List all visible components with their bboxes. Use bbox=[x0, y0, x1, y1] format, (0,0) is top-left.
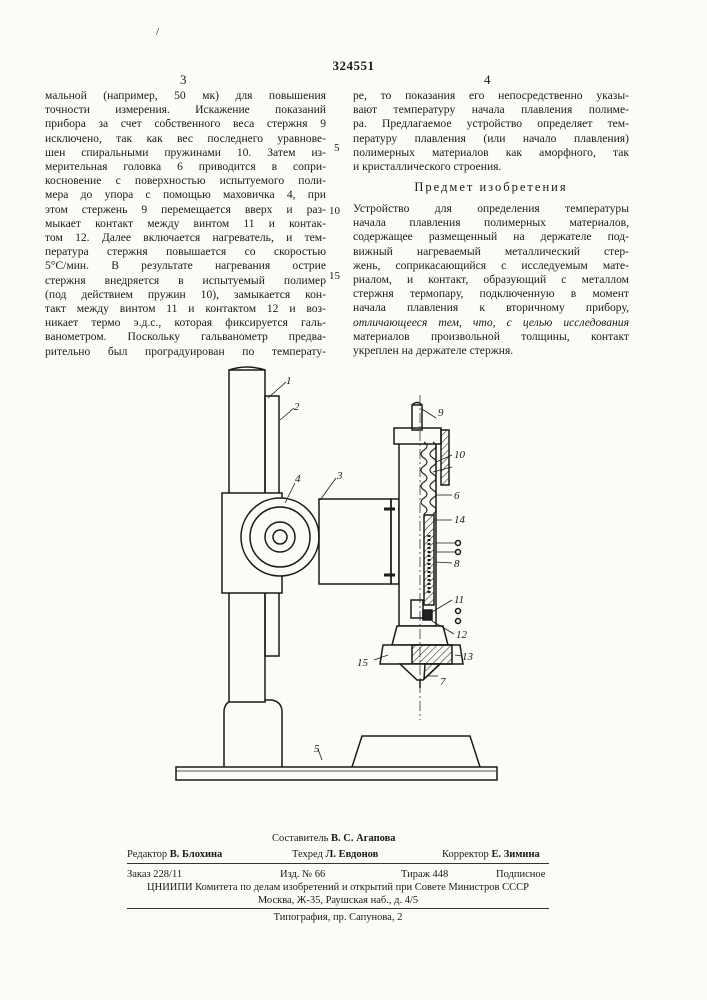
text-line: 5°С/мин. В результате нагревания острие bbox=[45, 259, 326, 273]
edition-number: Изд. № 66 bbox=[280, 869, 326, 880]
line-number-5: 5 bbox=[334, 142, 340, 154]
text-line: мера до упора с помощью маховичка 4, при bbox=[45, 188, 326, 202]
imprint-compiler bbox=[272, 832, 396, 845]
stray-mark: / bbox=[156, 26, 160, 38]
figure-label: 4 bbox=[295, 473, 301, 485]
figure-label: 10 bbox=[454, 449, 465, 461]
address: Москва, Ж-35, Раушская наб., д. 4/5 bbox=[257, 895, 419, 906]
corrector-name: Е. Зимина bbox=[491, 849, 540, 860]
figure-label: 8 bbox=[454, 558, 460, 570]
figure-label: 3 bbox=[337, 470, 343, 482]
printer: Типография, пр. Сапунова, 2 bbox=[273, 912, 403, 923]
text-line: мальной (например, 50 мк) для повышения bbox=[45, 89, 326, 102]
text-line: том 12. Далее включается нагреватель, и тем- bbox=[45, 231, 326, 245]
text-line: мерительная головка 6 приводится в сопри- bbox=[45, 160, 326, 174]
line-number-10: 10 bbox=[329, 205, 340, 217]
text-line: ванометром. Поскольку гальванометр предва- bbox=[45, 330, 326, 344]
text-line: вижный нагреваемый металлический стер- bbox=[353, 244, 629, 258]
text-line: ра. Предлагаемое устройство определяет тем- bbox=[353, 117, 629, 131]
figure-label: 6 bbox=[454, 490, 460, 502]
right-column-text bbox=[353, 89, 629, 174]
circulation: Тираж 448 bbox=[401, 869, 449, 880]
figure-label: 11 bbox=[454, 594, 465, 606]
imprint-editor bbox=[127, 848, 222, 861]
text-line: этом стержень 9 перемещается вверх и раз- bbox=[45, 202, 326, 216]
figure-label: 9 bbox=[438, 407, 444, 419]
text-line: пература стержня повышается со скоростью bbox=[45, 245, 326, 259]
text-line: укреплен на держателе стержня. bbox=[353, 344, 514, 358]
editor-name: В. Блохина bbox=[169, 849, 223, 860]
text-line: стержня термопару, подключенную в момент bbox=[353, 287, 629, 301]
imprint-rule bbox=[127, 908, 549, 909]
figure-label: 14 bbox=[454, 514, 465, 526]
text-line: никает термо э.д.с., которая фиксируется галь- bbox=[45, 316, 326, 330]
text-line: стержня внедряется в испытуемый полимер bbox=[45, 273, 326, 287]
corrector-label: Корректор bbox=[442, 849, 489, 860]
claims-text bbox=[353, 202, 629, 358]
text-line: жень, соприкасающийся с исследуемым мате- bbox=[353, 258, 629, 272]
text-line: такт между винтом 11 и контактом 12 и воз- bbox=[45, 302, 326, 316]
line-number-15: 15 bbox=[329, 270, 340, 282]
text-line: начала плавления к вторичному прибору, bbox=[353, 301, 629, 315]
apparatus-figure bbox=[0, 355, 707, 795]
text-line: вают температуру начала плавления полиме- bbox=[353, 103, 629, 117]
text-line: точности измерения. Искажение показаний bbox=[45, 103, 326, 117]
techred-name: Л. Евдонов bbox=[325, 849, 379, 860]
text-line: ре, то показания его непосредственно указы- bbox=[353, 89, 629, 102]
text-line: исключено, так как вес последнего уравнове- bbox=[45, 131, 326, 145]
compiler-name: В. С. Агапова bbox=[331, 833, 396, 844]
figure-label: 1 bbox=[286, 375, 292, 387]
editor-label: Редактор bbox=[127, 849, 168, 860]
text-line: риалом, и контакт, образующий с металлом bbox=[353, 273, 629, 287]
figure-label: 13 bbox=[462, 651, 473, 663]
figure-label: 15 bbox=[357, 657, 368, 669]
text-line: прибора за счет собственного веса стержня 9 bbox=[45, 117, 326, 131]
right-page-number: 4 bbox=[484, 72, 491, 87]
figure-label: 5 bbox=[314, 743, 320, 755]
imprint-techred bbox=[292, 848, 378, 861]
text-line: Устройство для определения температуры bbox=[353, 202, 629, 215]
text-line: начала плавления полимерных материалов, bbox=[353, 216, 629, 230]
left-page-number: 3 bbox=[180, 72, 187, 87]
text-line: отличающееся тем, что, с целью исследования bbox=[353, 315, 629, 329]
left-column-text bbox=[45, 89, 326, 359]
institute: ЦНИИПИ Комитета по делам изобретений и открытий при Совете Министров СССР bbox=[147, 882, 529, 893]
techred-label: Техред bbox=[292, 849, 323, 860]
text-line: косновение с поверхностью испытуемого поли- bbox=[45, 174, 326, 188]
subscription: Подписное bbox=[496, 869, 546, 880]
compiler-label: Составитель bbox=[272, 833, 329, 844]
figure-label: 7 bbox=[440, 676, 446, 688]
text-line: полимерных материалов как аморфного, так bbox=[353, 145, 629, 159]
claims-heading: Предмет изобретения bbox=[414, 180, 568, 194]
text-line: материалов произвольной толщины, контакт bbox=[353, 329, 629, 343]
patent-number: 324551 bbox=[332, 58, 375, 73]
text-line: (под действием пружин 10), замыкается кон- bbox=[45, 287, 326, 301]
order-number: Заказ 228/11 bbox=[127, 869, 183, 880]
text-line: пературу плавления (или начало плавления) bbox=[353, 131, 629, 145]
figure-drawing bbox=[176, 367, 497, 780]
text-line: содержащее размещенный на держателе под- bbox=[353, 230, 629, 244]
figure-label: 2 bbox=[294, 401, 300, 413]
text-line: и кристаллического строения. bbox=[353, 160, 502, 174]
imprint-rule bbox=[127, 863, 549, 864]
text-line: шен спиральными пружинами 10. Затем из- bbox=[45, 145, 326, 159]
figure-label: 12 bbox=[456, 629, 467, 641]
text-line: мыкает контакт между винтом 11 и контак- bbox=[45, 216, 326, 230]
imprint-corrector bbox=[442, 848, 540, 861]
text-line: рительно был проградуирован по температу- bbox=[45, 344, 326, 358]
